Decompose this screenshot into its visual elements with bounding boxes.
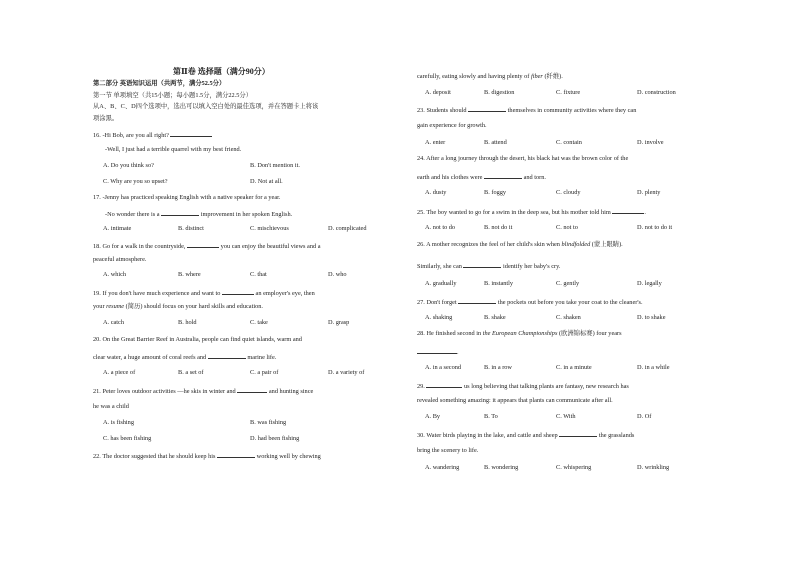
question-26: 26. A mother recognizes the feel of her child's skin when blindfolded (蒙上眼睛). xyxy=(417,241,623,248)
option-30-d[interactable]: D. wrinkling xyxy=(637,464,670,471)
option-25-a[interactable]: A. not to do xyxy=(425,224,456,231)
option-23-a[interactable]: A. enter xyxy=(425,139,446,146)
option-29-a[interactable]: A. By xyxy=(425,413,441,420)
question-28: 28. He finished second in the European Championships (欧洲锦标赛) four years xyxy=(417,330,622,337)
question-23-cont: gain experience for growth. xyxy=(417,122,487,129)
option-16-c[interactable]: C. Why are you so upset? xyxy=(103,178,168,185)
option-20-d[interactable]: D. a variety of xyxy=(328,369,365,376)
answer-blank xyxy=(612,207,644,214)
answer-blank xyxy=(463,261,501,268)
question-16: 16. -Hi Bob, are you all right? xyxy=(93,130,212,140)
option-18-b[interactable]: B. where xyxy=(178,271,201,278)
question-24-cont: earth and his clothes were and torn. xyxy=(417,174,546,181)
option-24-c[interactable]: C. cloudy xyxy=(556,189,581,196)
option-22-c[interactable]: C. fixture xyxy=(556,89,581,96)
option-21-b[interactable]: B. was fishing xyxy=(250,419,287,426)
option-28-c[interactable]: C. in a minute xyxy=(556,364,592,371)
option-29-d[interactable]: D. Of xyxy=(637,413,652,420)
option-28-b[interactable]: B. in a row xyxy=(484,364,512,371)
option-25-d[interactable]: D. not to do it xyxy=(637,224,673,231)
answer-blank xyxy=(217,451,255,458)
option-27-d[interactable]: D. to shake xyxy=(637,314,666,321)
option-22-b[interactable]: B. digestion xyxy=(484,89,515,96)
option-30-b[interactable]: B. wondering xyxy=(484,464,519,471)
answer-blank xyxy=(161,209,199,216)
option-17-c[interactable]: C. mischievous xyxy=(250,225,289,232)
option-28-d[interactable]: D. in a while xyxy=(637,364,670,371)
option-26-d[interactable]: D. legally xyxy=(637,280,662,287)
option-28-a[interactable]: A. in a second xyxy=(425,364,462,371)
answer-blank xyxy=(187,241,219,248)
question-19: 19. If you don't have much experience and want to an employer's eye, then xyxy=(93,290,315,297)
exam-section-title: 第Ⅱ卷 选择题（满分90分） xyxy=(173,67,270,76)
option-17-d[interactable]: D. complicated xyxy=(328,225,367,232)
answer-blank xyxy=(426,381,462,388)
option-25-b[interactable]: B. not do it xyxy=(484,224,513,231)
option-19-b[interactable]: B. hold xyxy=(178,319,197,326)
question-17: 17. -Jenny has practiced speaking English with a native speaker for a year. xyxy=(93,194,281,201)
option-26-b[interactable]: B. instantly xyxy=(484,280,514,287)
question-22: 22. The doctor suggested that he should keep his working well by chewing xyxy=(93,453,321,460)
option-30-c[interactable]: C. whispering xyxy=(556,464,592,471)
option-29-c[interactable]: C. With xyxy=(556,413,576,420)
option-22-a[interactable]: A. deposit xyxy=(425,89,451,96)
option-20-c[interactable]: C. a pair of xyxy=(250,369,279,376)
option-20-a[interactable]: A. a piece of xyxy=(103,369,136,376)
option-24-b[interactable]: B. foggy xyxy=(484,189,507,196)
answer-blank xyxy=(484,172,522,179)
question-25: 25. The boy wanted to go for a swim in the deep sea, but his mother told him . xyxy=(417,209,646,216)
answer-blank xyxy=(170,130,212,137)
option-23-c[interactable]: C. contain xyxy=(556,139,582,146)
option-27-a[interactable]: A. shaking xyxy=(425,314,453,321)
option-27-b[interactable]: B. shake xyxy=(484,314,506,321)
question-16-reply: -Well, I just had a terrible quarrel with my best friend. xyxy=(105,146,242,153)
instruction-line-2: 项涂黑。 xyxy=(93,115,119,122)
option-23-b[interactable]: B. attend xyxy=(484,139,507,146)
option-26-a[interactable]: A. gradually xyxy=(425,280,457,287)
option-19-c[interactable]: C. take xyxy=(250,319,268,326)
answer-blank xyxy=(458,297,496,304)
answer-blank xyxy=(468,105,506,112)
option-21-c[interactable]: C. has been fishing xyxy=(103,435,152,442)
option-17-b[interactable]: B. distinct xyxy=(178,225,204,232)
question-20-cont: clear water, a huge amount of coral reefs and marine life. xyxy=(93,354,277,361)
answer-blank xyxy=(559,430,597,437)
option-16-a[interactable]: A. Do you think so? xyxy=(103,162,154,169)
option-21-a[interactable]: A. is fishing xyxy=(103,419,134,426)
option-29-b[interactable]: B. To xyxy=(484,413,498,420)
answer-blank xyxy=(417,347,457,354)
option-25-c[interactable]: C. not to xyxy=(556,224,578,231)
question-26-cont: Similarly, she can identify her baby's cry. xyxy=(417,263,561,270)
section-heading: 第一节 单项填空（共15小题；每小题1.5分，满分22.5分） xyxy=(93,92,252,99)
option-16-d[interactable]: D. Not at all. xyxy=(250,178,283,185)
instruction-line-1: 从A、B、C、D四个选项中，选出可以填入空白处的最佳选项，并在答题卡上将该 xyxy=(93,103,319,110)
option-19-a[interactable]: A. catch xyxy=(103,319,124,326)
question-22-cont: carefully, eating slowly and having plenty of fiber (纤维). xyxy=(417,73,563,80)
option-22-d[interactable]: D. construction xyxy=(637,89,676,96)
option-24-a[interactable]: A. dusty xyxy=(425,189,447,196)
option-18-c[interactable]: C. that xyxy=(250,271,267,278)
question-28-cont: . xyxy=(417,347,459,357)
question-19-cont: your resume (简历) should focus on your hard skills and education. xyxy=(93,303,263,310)
option-18-d[interactable]: D. who xyxy=(328,271,347,278)
part-heading: 第二部分 英语知识运用（共两节，满分52.5分） xyxy=(93,80,226,87)
question-21-cont: he was a child xyxy=(93,403,129,410)
option-16-b[interactable]: B. Don't mention it. xyxy=(250,162,300,169)
option-24-d[interactable]: D. plenty xyxy=(637,189,661,196)
question-20: 20. On the Great Barrier Reef in Australia, people can find quiet islands, warm and xyxy=(93,336,302,343)
option-18-a[interactable]: A. which xyxy=(103,271,127,278)
option-30-a[interactable]: A. wandering xyxy=(425,464,460,471)
question-17-reply: -No wonder there is a improvement in her spoken English. xyxy=(105,211,293,218)
option-21-d[interactable]: D. had been fishing xyxy=(250,435,300,442)
question-18-cont: peaceful atmosphere. xyxy=(93,256,147,263)
question-24: 24. After a long journey through the desert, his black hat was the brown color of the xyxy=(417,155,629,162)
question-21: 21. Peter loves outdoor activities —he skis in winter and and hunting since xyxy=(93,388,314,395)
question-29: 29. us long believing that talking plants are fantasy, new research has xyxy=(417,383,629,390)
option-23-d[interactable]: D. involve xyxy=(637,139,664,146)
option-20-b[interactable]: B. a set of xyxy=(178,369,204,376)
question-23: 23. Students should themselves in community activities where they can xyxy=(417,107,637,114)
question-18: 18. Go for a walk in the countryside, you can enjoy the beautiful views and a xyxy=(93,243,321,250)
option-27-c[interactable]: C. shaken xyxy=(556,314,581,321)
question-29-cont: revealed something amazing: it appears that plants can communicate after all. xyxy=(417,397,613,404)
question-30-cont: bring the scenery to life. xyxy=(417,447,479,454)
option-19-d[interactable]: D. grasp xyxy=(328,319,350,326)
option-17-a[interactable]: A. intimate xyxy=(103,225,132,232)
answer-blank xyxy=(208,352,246,359)
answer-blank xyxy=(222,288,254,295)
question-30: 30. Water birds playing in the lake, and cattle and sheep the grasslands xyxy=(417,432,635,439)
question-27: 27. Don't forget the pockets out before you take your coat to the cleaner's. xyxy=(417,299,643,306)
answer-blank xyxy=(237,386,267,393)
option-26-c[interactable]: C. gently xyxy=(556,280,580,287)
